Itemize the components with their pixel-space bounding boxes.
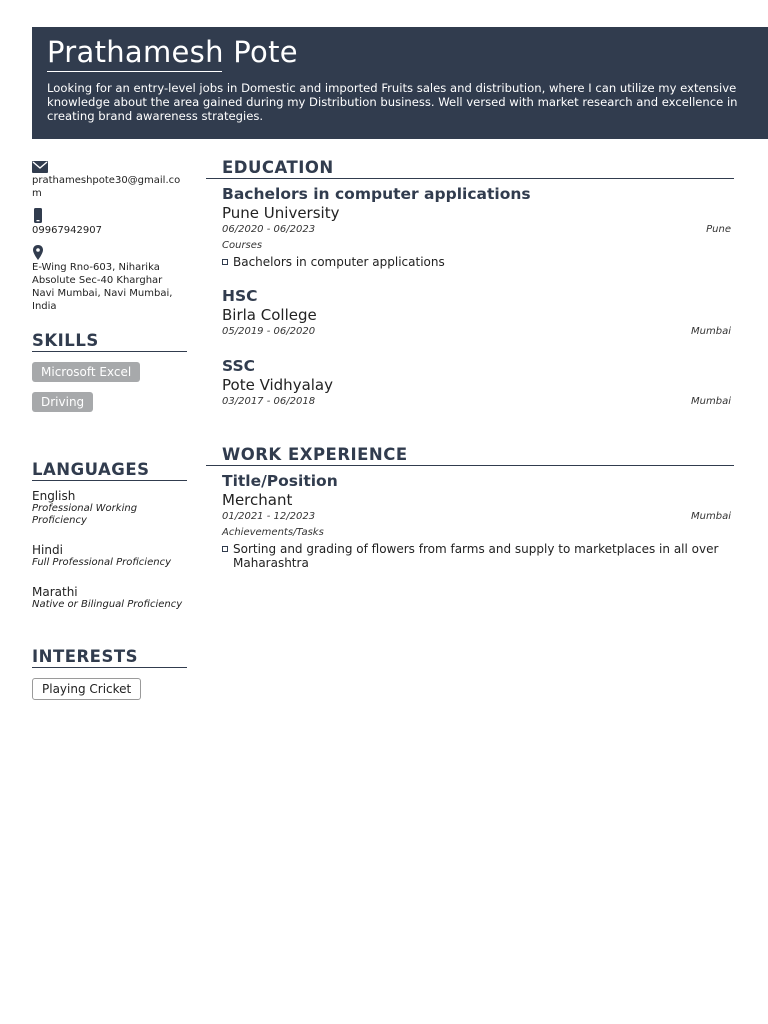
entry-dates: 06/2020 - 06/2023: [222, 224, 316, 235]
language-item: [32, 585, 187, 611]
phone-text: 09967942907: [32, 225, 102, 236]
language-level: Native or Bilingual Proficiency: [32, 599, 183, 610]
entry-meta: [222, 223, 731, 237]
entry-dates: 03/2017 - 06/2018: [222, 396, 316, 407]
main-content: [206, 158, 734, 570]
education-entry: [206, 185, 734, 269]
interest-chip: Playing Cricket: [32, 678, 141, 700]
language-item: [32, 543, 187, 569]
contact-email: [32, 158, 187, 200]
entry-meta: [222, 395, 731, 409]
school-name: Pune University: [222, 204, 340, 222]
skills-title: SKILLS: [32, 331, 187, 352]
school-name: Birla College: [222, 306, 317, 324]
email-text[interactable]: prathameshpote30@gmail.com: [32, 175, 181, 199]
envelope-icon: [32, 158, 187, 173]
work-entry: [206, 472, 734, 570]
language-name: Marathi: [32, 585, 78, 599]
skill-chip: Driving: [32, 392, 93, 412]
language-level: Professional Working Proficiency: [32, 503, 138, 526]
position-title: Title/Position: [222, 472, 338, 490]
entry-dates: 01/2021 - 12/2023: [222, 511, 316, 522]
location-pin-icon: [32, 245, 187, 260]
education-title: EDUCATION: [206, 158, 734, 179]
degree-title: HSC: [222, 287, 258, 305]
address-text: E-Wing Rno-603, Niharika Absolute Sec-40 Kharghar Navi Mumbai, Navi Mumbai, India: [32, 262, 173, 312]
degree-title: SSC: [222, 357, 256, 375]
skill-chip: Microsoft Excel: [32, 362, 140, 382]
contact-phone: [32, 208, 187, 237]
entry-dates: 05/2019 - 06/2020: [222, 326, 316, 337]
course-item: Bachelors in computer applications: [222, 255, 731, 269]
languages-title: LANGUAGES: [32, 460, 187, 481]
contact-address: [32, 245, 187, 313]
entry-location: Pune: [706, 224, 731, 235]
skills-list: [32, 352, 187, 412]
school-name: Pote Vidhyalay: [222, 376, 333, 394]
tasks-label: Achievements/Tasks: [222, 527, 324, 538]
entry-meta: [222, 510, 731, 524]
company-name: Merchant: [222, 491, 293, 509]
language-name: Hindi: [32, 543, 63, 557]
sidebar: [32, 158, 187, 700]
entry-location: Mumbai: [691, 396, 731, 407]
entry-meta: [222, 325, 731, 339]
task-item: Sorting and grading of flowers from farms and supply to marketplaces in all over Maharashtra: [222, 542, 731, 570]
profile-summary: Looking for an entry-level jobs in Domestic and imported Fruits sales and distribution, where I can utilize my extensive knowledge about the area gained during my Distribution business. Well versed with market research and excellence in creating brand awareness strategies.: [47, 81, 738, 123]
entry-location: Mumbai: [691, 326, 731, 337]
language-item: [32, 489, 187, 527]
courses-label: Courses: [222, 240, 263, 251]
language-name: English: [32, 489, 76, 503]
work-title: WORK EXPERIENCE: [206, 445, 734, 466]
education-entry: [206, 287, 734, 339]
resume-header: [32, 27, 768, 139]
entry-location: Mumbai: [691, 511, 731, 522]
education-entry: [206, 357, 734, 409]
degree-title: Bachelors in computer applications: [222, 185, 531, 203]
name-underline: [47, 71, 222, 72]
candidate-name: Prathamesh Pote: [47, 35, 298, 69]
interests-title: INTERESTS: [32, 647, 187, 668]
phone-icon: [32, 208, 187, 223]
language-level: Full Professional Proficiency: [32, 557, 171, 568]
